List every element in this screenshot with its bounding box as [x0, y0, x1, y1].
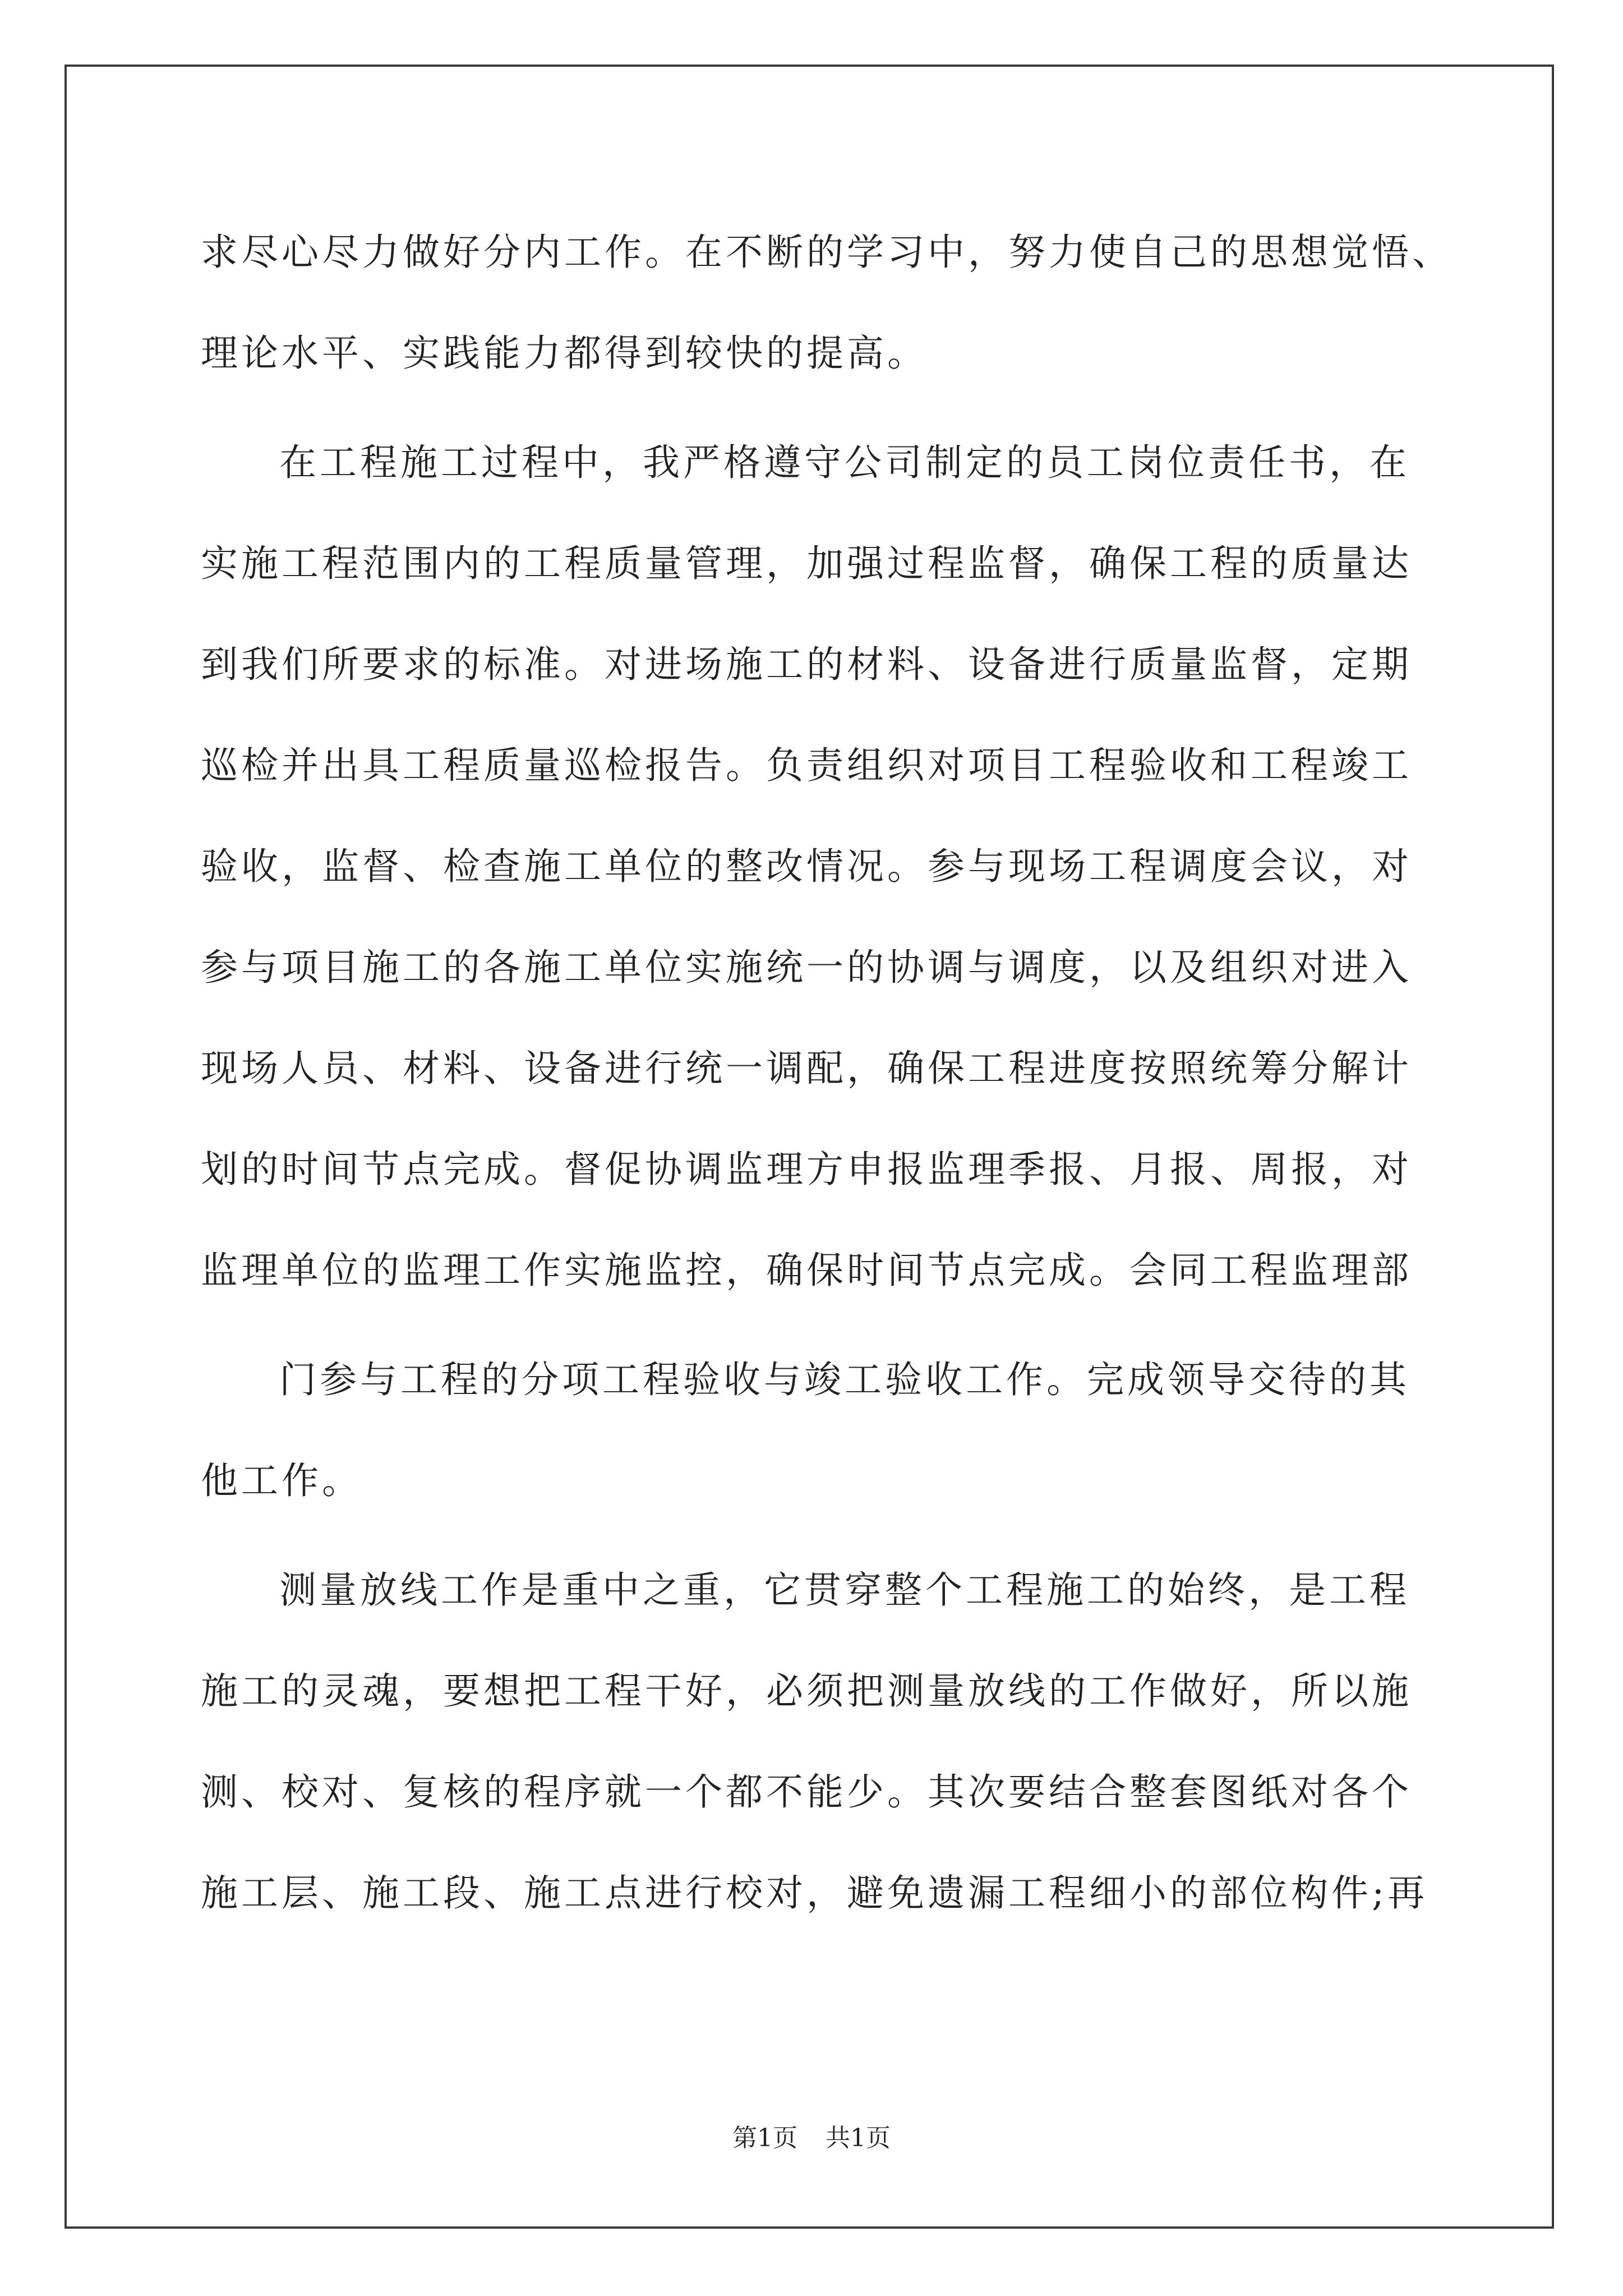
- text-line: 测、校对、复核的程序就一个都不能少。其次要结合整套图纸对各个: [201, 1770, 1412, 1814]
- page-footer: [0, 2123, 1623, 2154]
- text-line: 测量放线工作是重中之重，它贯穿整个工程施工的始终，是工程: [279, 1568, 1410, 1612]
- text-line: 他工作。: [201, 1459, 362, 1502]
- text-line: 划的时间节点完成。督促协调监理方申报监理季报、月报、周报，对: [201, 1148, 1412, 1191]
- text-line: 门参与工程的分项工程验收与竣工验收工作。完成领导交待的其: [279, 1358, 1410, 1401]
- text-line: 巡检并出具工程质量巡检报告。负责组织对项目工程验收和工程竣工: [201, 744, 1412, 787]
- text-line: 实施工程范围内的工程质量管理，加强过程监督，确保工程的质量达: [201, 542, 1412, 585]
- text-line: 现场人员、材料、设备进行统一调配，确保工程进度按照统筹分解计: [201, 1047, 1412, 1090]
- text-line: 到我们所要求的标准。对进场施工的材料、设备进行质量监督，定期: [201, 643, 1412, 686]
- text-line: 验收，监督、检查施工单位的整改情况。参与现场工程调度会议，对: [201, 845, 1412, 888]
- text-line: 理论水平、实践能力都得到较快的提高。: [201, 332, 928, 375]
- page-number-total: 共1页: [826, 2124, 891, 2152]
- text-line: 参与项目施工的各施工单位实施统一的协调与调度，以及组织对进入: [201, 946, 1412, 989]
- page-number-current: 第1页: [732, 2124, 797, 2152]
- text-line: 在工程施工过程中，我严格遵守公司制定的员工岗位责任书，在: [279, 441, 1410, 484]
- text-line: 求尽心尽力做好分内工作。在不断的学习中，努力使自己的思想觉悟、: [201, 231, 1453, 274]
- text-line: 施工的灵魂，要想把工程干好，必须把测量放线的工作做好，所以施: [201, 1669, 1412, 1713]
- text-line: 施工层、施工段、施工点进行校对，避免遗漏工程细小的部位构件;再: [201, 1871, 1428, 1915]
- text-line: 监理单位的监理工作实施监控，确保时间节点完成。会同工程监理部: [201, 1249, 1412, 1292]
